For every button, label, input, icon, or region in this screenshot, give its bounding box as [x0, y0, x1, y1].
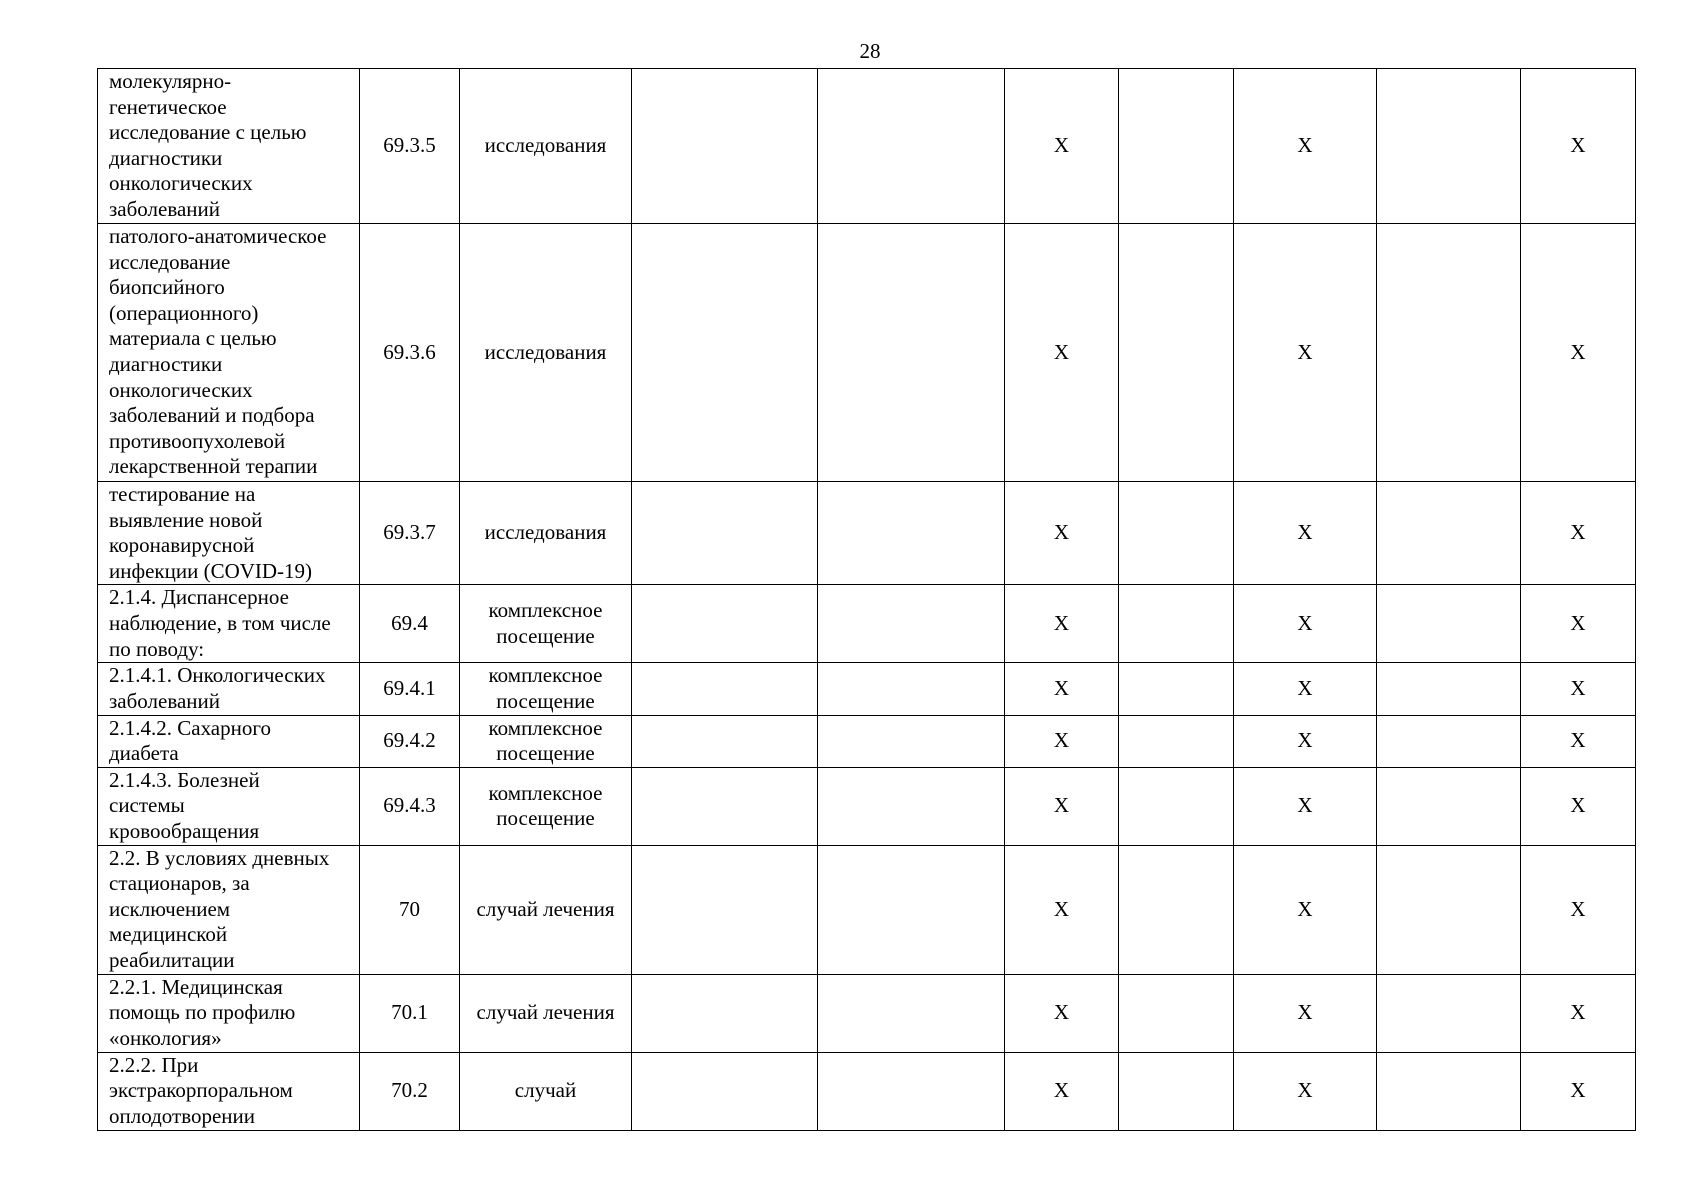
- table-row: [98, 845, 1636, 974]
- row-name-line: 2.2.1. Медицинская: [109, 974, 283, 999]
- row-unit: комплексное посещение: [460, 663, 632, 715]
- row-name-line: тестирование на: [109, 482, 256, 506]
- empty-cell: [1119, 585, 1234, 663]
- empty-cell: [1119, 482, 1234, 585]
- x-mark: X: [1234, 663, 1377, 715]
- row-name-line: исследование: [109, 249, 231, 274]
- table-row: [98, 482, 1636, 585]
- empty-cell: [1119, 1052, 1234, 1130]
- empty-cell: [632, 482, 818, 585]
- row-unit: случай лечения: [460, 974, 632, 1052]
- row-name: [98, 482, 360, 585]
- row-name: [98, 1052, 360, 1130]
- x-mark: X: [1005, 585, 1119, 663]
- empty-cell: [1119, 974, 1234, 1052]
- row-name-line: (операционного): [109, 300, 259, 325]
- row-name-line: коронавирусной: [109, 533, 255, 558]
- row-name-line: исключением: [109, 896, 231, 921]
- x-mark: X: [1234, 585, 1377, 663]
- row-code: 69.3.6: [360, 224, 460, 482]
- empty-cell: [1119, 663, 1234, 715]
- empty-cell: [632, 663, 818, 715]
- row-name-line: молекулярно-: [109, 69, 232, 93]
- row-name-line: заболеваний: [109, 196, 220, 221]
- row-name-line: оплодотворении: [109, 1103, 256, 1128]
- row-name-line: материала с целью: [109, 326, 277, 351]
- row-name: [98, 224, 360, 482]
- x-mark: X: [1005, 482, 1119, 585]
- row-name-line: помощь по профилю: [109, 1000, 296, 1025]
- row-name-line: инфекции (COVID-19): [109, 558, 313, 583]
- row-name-line: 2.1.4.2. Сахарного: [109, 715, 271, 740]
- x-mark: X: [1521, 715, 1636, 767]
- row-name-line: исследование с целью: [109, 120, 307, 145]
- row-name-line: «онкология»: [109, 1025, 222, 1050]
- row-name-line: диагностики: [109, 351, 223, 376]
- x-mark: X: [1005, 69, 1119, 224]
- row-code: 69.3.7: [360, 482, 460, 585]
- empty-cell: [632, 715, 818, 767]
- row-code: 69.4.2: [360, 715, 460, 767]
- row-name-line: выявление новой: [109, 507, 263, 532]
- table-row: [98, 663, 1636, 715]
- x-mark: X: [1005, 715, 1119, 767]
- empty-cell: [818, 845, 1005, 974]
- x-mark: X: [1521, 974, 1636, 1052]
- empty-cell: [1377, 585, 1521, 663]
- empty-cell: [818, 585, 1005, 663]
- row-name-line: диагностики: [109, 145, 223, 170]
- row-name-line: противоопухолевой: [109, 428, 286, 453]
- empty-cell: [632, 69, 818, 224]
- empty-cell: [818, 69, 1005, 224]
- row-name-line: кровообращения: [109, 818, 260, 843]
- row-code: 69.4.3: [360, 767, 460, 845]
- x-mark: X: [1234, 767, 1377, 845]
- row-unit: случай: [460, 1052, 632, 1130]
- row-name: [98, 845, 360, 974]
- row-unit: комплексное посещение: [460, 767, 632, 845]
- row-name-line: наблюдение, в том числе: [109, 610, 331, 635]
- row-name-line: медицинской: [109, 922, 228, 947]
- table-row: [98, 767, 1636, 845]
- row-unit: исследования: [460, 224, 632, 482]
- empty-cell: [1377, 767, 1521, 845]
- x-mark: X: [1005, 845, 1119, 974]
- x-mark: X: [1234, 224, 1377, 482]
- empty-cell: [632, 974, 818, 1052]
- row-name-line: биопсийного: [109, 275, 225, 300]
- empty-cell: [1377, 1052, 1521, 1130]
- row-unit: исследования: [460, 69, 632, 224]
- row-code: 70: [360, 845, 460, 974]
- empty-cell: [1377, 69, 1521, 224]
- x-mark: X: [1521, 767, 1636, 845]
- row-unit: комплексное посещение: [460, 585, 632, 663]
- page-number: 28: [859, 39, 881, 63]
- empty-cell: [632, 767, 818, 845]
- x-mark: X: [1521, 224, 1636, 482]
- row-code: 70.1: [360, 974, 460, 1052]
- row-name-line: по поводу:: [109, 636, 205, 661]
- empty-cell: [818, 715, 1005, 767]
- empty-cell: [632, 845, 818, 974]
- table-row: [98, 715, 1636, 767]
- row-name: [98, 585, 360, 663]
- table-row: [98, 224, 1636, 482]
- row-unit: комплексное посещение: [460, 715, 632, 767]
- document-table: [97, 68, 1636, 1131]
- row-name-line: 2.1.4.1. Онкологических: [109, 663, 326, 688]
- empty-cell: [818, 1052, 1005, 1130]
- row-name-line: 2.1.4.3. Болезней: [109, 767, 260, 792]
- table-row: [98, 974, 1636, 1052]
- row-name-line: 2.1.4. Диспансерное: [109, 585, 289, 610]
- x-mark: X: [1005, 224, 1119, 482]
- row-name-line: 2.2. В условиях дневных: [109, 845, 330, 870]
- empty-cell: [1377, 224, 1521, 482]
- row-name-line: патолого-анатомическое: [109, 224, 327, 248]
- row-code: 69.3.5: [360, 69, 460, 224]
- row-name-line: реабилитации: [109, 947, 235, 972]
- empty-cell: [1119, 224, 1234, 482]
- row-name-line: диабета: [109, 741, 179, 766]
- row-name-line: лекарственной терапии: [109, 454, 318, 479]
- row-name: [98, 767, 360, 845]
- empty-cell: [1377, 663, 1521, 715]
- row-name-line: онкологических: [109, 171, 253, 196]
- row-name-line: онкологических: [109, 377, 253, 402]
- x-mark: X: [1234, 845, 1377, 974]
- x-mark: X: [1521, 845, 1636, 974]
- x-mark: X: [1005, 663, 1119, 715]
- table-row: [98, 585, 1636, 663]
- row-code: 69.4.1: [360, 663, 460, 715]
- row-name-line: 2.2.2. При: [109, 1052, 199, 1077]
- row-name-line: заболеваний: [109, 688, 220, 713]
- row-code: 69.4: [360, 585, 460, 663]
- empty-cell: [632, 585, 818, 663]
- x-mark: X: [1234, 974, 1377, 1052]
- x-mark: X: [1234, 715, 1377, 767]
- row-name: [98, 663, 360, 715]
- row-code: 70.2: [360, 1052, 460, 1130]
- row-unit: случай лечения: [460, 845, 632, 974]
- x-mark: X: [1234, 69, 1377, 224]
- empty-cell: [632, 1052, 818, 1130]
- table-row: [98, 69, 1636, 224]
- row-name-line: генетическое: [109, 94, 227, 119]
- x-mark: X: [1005, 1052, 1119, 1130]
- row-name-line: стационаров, за: [109, 871, 250, 896]
- x-mark: X: [1234, 482, 1377, 585]
- empty-cell: [1377, 974, 1521, 1052]
- x-mark: X: [1521, 663, 1636, 715]
- empty-cell: [818, 974, 1005, 1052]
- empty-cell: [818, 224, 1005, 482]
- empty-cell: [818, 482, 1005, 585]
- empty-cell: [1377, 845, 1521, 974]
- x-mark: X: [1521, 585, 1636, 663]
- row-name-line: системы: [109, 793, 185, 818]
- row-name-line: заболеваний и подбора: [109, 403, 315, 428]
- x-mark: X: [1521, 1052, 1636, 1130]
- empty-cell: [1119, 845, 1234, 974]
- empty-cell: [1377, 715, 1521, 767]
- empty-cell: [818, 767, 1005, 845]
- row-name: [98, 715, 360, 767]
- x-mark: X: [1234, 1052, 1377, 1130]
- row-unit: исследования: [460, 482, 632, 585]
- x-mark: X: [1521, 69, 1636, 224]
- empty-cell: [1377, 482, 1521, 585]
- x-mark: X: [1005, 974, 1119, 1052]
- empty-cell: [1119, 69, 1234, 224]
- table-body: [98, 69, 1636, 1131]
- x-mark: X: [1005, 767, 1119, 845]
- empty-cell: [1119, 715, 1234, 767]
- table-row: [98, 1052, 1636, 1130]
- empty-cell: [632, 224, 818, 482]
- row-name: [98, 69, 360, 224]
- empty-cell: [1119, 767, 1234, 845]
- empty-cell: [818, 663, 1005, 715]
- row-name-line: экстракорпоральном: [109, 1078, 293, 1103]
- x-mark: X: [1521, 482, 1636, 585]
- row-name: [98, 974, 360, 1052]
